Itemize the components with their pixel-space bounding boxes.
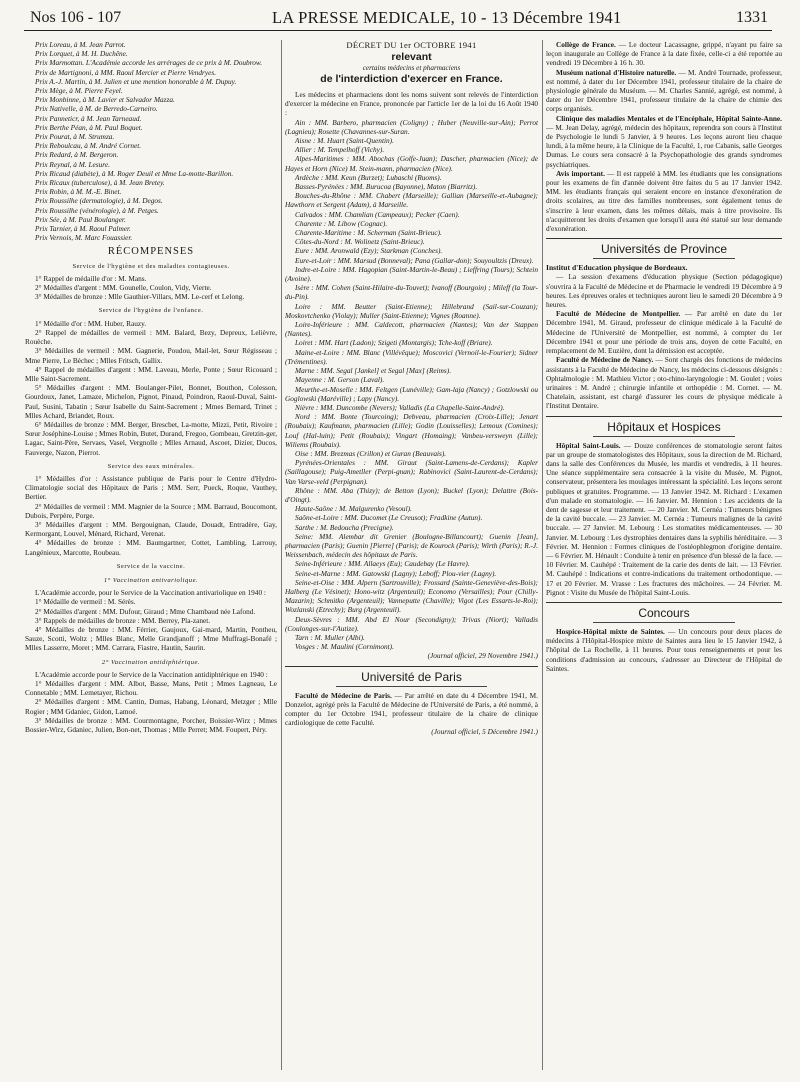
news-item-head: Hôpital Saint-Louis. — [556, 440, 621, 450]
news-item-head: Collège de France. — [556, 40, 616, 49]
department-entry: Deux-Sèvres : MM. Abd El Nour (Secondigny); Trivas (Niort); Valladis (Coulonges-sur-l'Autize). — [285, 614, 538, 633]
department-entry: Loire : MM. Beutter (Saint-Etienne); Hillebrand (Sail-sur-Couzan); Moskovtchenko (Violay); Muller (Saint-Etienne); Vignes (Roanne). — [285, 301, 538, 320]
decree-heading — [285, 40, 538, 86]
department-entry: Seine-et-Marne : MM. Gatowski (Lagny); Leboff; Plou-vier (Lagny). — [295, 568, 497, 578]
masthead — [24, 8, 772, 31]
decree-intro: Les médecins et pharmaciens dont les noms suivent sont relevés de l'interdiction d'exercer la médecine en France, prononcée par l'article 1er de la loi du 16 Août 1940 : — [285, 90, 538, 118]
news-item — [546, 68, 782, 114]
department-entry: Haute-Saône : M. Malgurenko (Vesoul). — [295, 504, 412, 514]
department-entry: Loiret : MM. Hart (Ladon); Szigeti (Montargis); Tche-koff (Briare). — [295, 338, 493, 348]
award-entry: 3° Médailles de bronze : Mlle Gauthier-Villars, MM. Le-cerf et Lelong. — [35, 292, 245, 302]
section-heading-univ-province — [546, 238, 782, 259]
news-item-text: — Par arrêté en date du 1er Décembre 1941, M. Giraud, professeur de clinique médicale à la Faculté de Médecine de l'Université de Montpellier, est nommé, à compter du 1er Décembre 1941 et pour une période de trois ans, doyen de cette Faculté, en remplacement de M. Euzière, dont la démission est acceptée. — [546, 309, 782, 356]
department-entry: Indre-et-Loire : MM. Hagopian (Saint-Martin-le-Beau) ; Lieffring (Tours); Schtein (Avoine). — [285, 264, 538, 284]
news-source: (Journal officiel, 5 Décembre 1941.) — [431, 727, 538, 737]
prize-entry: Prix Tarnier, à M. Raoul Palmer. — [35, 224, 131, 234]
prize-entry: Prix Roussilhe (dermatologie), à M. Degos. — [35, 196, 163, 206]
service-subheading: 1° Vaccination antivariolique. — [103, 576, 199, 584]
department-entry: Seine: MM. Alembar dit Grenier (Boulogne-Billancourt); Guenin [Jean], pharmacien (Paris); Guenin [Pierre] (Paris); de Kourock (Paris); Wirth (Paris); R.-J. Weissenbach, médecin des hôpitaux de Paris. — [285, 531, 538, 560]
section-title: Concours — [638, 605, 690, 620]
news-item-text: — Un concours pour deux places de médecins à l'Hôpital-Hospice mixte de Saintes aura lieu le 15 Janvier 1942, à l'hôpital de La Rochelle, à 11 heures. Pour tous renseignements et pour les conditions d'admission au concours, s'adresser au Directeur de l'Hôpital de Saintes. — [546, 626, 782, 673]
department-entry: Bouches-du-Rhône : MM. Chabert (Marseille); Gallian (Marseille-et-Aubagne); Hawthorn et Sergent (Adam), à Marseille. — [285, 191, 538, 210]
news-item-head: Hospice-Hôpital mixte de Saintes. — [556, 626, 665, 636]
department-entry: Côtes-du-Nord : M. Wolinetz (Saint-Brieuc). — [295, 237, 425, 247]
service-heading: Service de la vaccine. — [116, 562, 186, 570]
prize-entry: Prix de Martignoni, à MM. Raoul Mercier et Pierre Vendryes. — [35, 67, 217, 77]
award-entry: 2° Médailles de vermeil : MM. Magnier de la Source ; MM. Barraud, Boucomont, Dubois, Perpère, Porge. — [25, 501, 277, 520]
award-entry: 1° Médaille de vermeil : M. Sérès. — [35, 597, 136, 607]
department-entry: Ain : MM. Barbero, pharmacien (Coligny) ; Huber (Neuville-sur-Ain); Perrot (Lagnieu); Rosette (Chavannes-sur-Suran. — [285, 117, 538, 136]
department-entry: Nièvre : MM. Duncombe (Nevers); Valladis (La Chapelle-Saint-André). — [295, 402, 505, 412]
department-entry: Mayenne : M. Gerson (Laval). — [295, 375, 385, 385]
section-underline — [336, 686, 488, 687]
department-entry: Loire-Inférieure : MM. Caldecott, pharmacien (Nantes); Van der Stappen (Nantes). — [285, 320, 538, 339]
award-entry: 5° Médailles d'argent : MM. Boulanger-Pilet, Bonnet, Bouthon, Colesson, Gourdoux, Janet, Lamaze, Michelon, Pignot, Pinaud, Poindron, Raoul-Duval, Saint-Paul, Susini, Tabatin ; Sœur Isabelle du Saint-Sacrement ; Mmes Bernard, Trinet ; Mlles Achard, Briandet, Roux. — [25, 383, 277, 420]
service-heading: Service de l'hygiène de l'enfance. — [98, 307, 204, 315]
news-item-text: — Il est rappelé à MM. les étudiants que les consignations pour les examens de fin d'année doivent être faites du 5 au 17 Janvier 1942. MM. les étudiants français qui seraient encore en instance d'exonération de droits scolaires, au titre des familles nombreuses, sont également tenus de s'inscrire à leur examen, dans les mêmes délais, mais à titre provisoire. Ils n'acquitteront les droits d'examen que lorsqu'il aura été statué sur leur demande d'exonération. — [546, 168, 782, 234]
section-heading-hopitaux — [546, 416, 782, 437]
news-item-text: — Par arrêté en date du 4 Décembre 1941, M. Donzelot, agrégé près la Faculté de Médecine de l'Université de Paris, a été nommé, à compter du 1er Octobre 1941, professeur titulaire de la chaire de clinique cardiologique de cette Faculté. — [285, 690, 538, 728]
news-item — [546, 169, 782, 233]
news-item-head: Clinique des maladies Mentales et de l'Encéphale, Hôpital Sainte-Anne. — [556, 113, 782, 123]
section-heading-univ-paris — [285, 666, 538, 687]
department-entry: Isère : MM. Cohen (Saint-Hilaire-du-Touvet); Ivanoff (Bourgoin) ; Mileff (la Tour-du-Pin). — [285, 283, 538, 302]
department-entry: Marne : MM. Segal [Jankel] et Segal [Max] (Reims). — [295, 366, 452, 376]
prize-entry: Prix Lorquet, à M. H. Duchêne. — [35, 49, 128, 59]
prize-entry: Prix Pourat, à M. Strumza. — [35, 132, 115, 142]
column-1 — [25, 40, 277, 1074]
section-title: Université de Paris — [361, 669, 462, 684]
department-entry: Pyrénées-Orientales : MM. Giraut (Saint-Lamens-de-Cerdans); Kapler (Saillagouse); Puig-Ametller (Perpi-gnan); Rabinovici (Saint-Laurent-de-Cerdans); Van Varse-veld (Perpignan). — [285, 458, 538, 486]
news-item — [546, 627, 782, 673]
column-3 — [546, 40, 782, 1074]
news-item — [546, 309, 782, 355]
news-item-text: — Douze conférences de stomatologie seront faites par un groupe de stomatologistes des Hôpitaux, sous la direction de M. Richard, dans la salle des Conférences du Musée, les mardis et vendredis, à 11 heures. Une séance supplémentaire sera consacrée à la visite du Musée, M. Pignot, conservateur, présentera les moulages intéressant la spécialité. Les leçons seront publiques et gratuites. Programme. — 13 Janvier 1942. M. Richard : L'examen d'un malade en stomatologie. — 16 Janvier. M. Hennion : Les accidents de la dent de sagesse et leur traitement. — 20 Janvier. M. Cernéa : Tumeurs bénignes de la cavité buccale. — 23 Janvier. M. Cernéa : Tumeurs malignes de la cavité buccale. — 27 Janvier. M. Lebourg : Les stomatites médicamenteuses. — 30 Janvier. M. Lebourg : Les dystrophies dentaires dans la syphilis héréditaire. — 3 Février. M. Hennion : Formes cliniques de l'ostéophlegmon d'origine dentaire. — 6 Février. M. Hénault : Conduite à tenir en présence d'un blessé de la face. — 10 Février. M. Cauhépé : Traitement de la carie des dents de lait. — 13 Février. M. Cauhépé : Indications et contre-indications du traitement orthodontique. — 17 et 20 Février. M. Vrasse : Les fractures des mâchoires. — 24 Février. M. Pignot : Visite du Musée de l'hôpital Saint-Louis. — [546, 440, 782, 597]
news-item — [546, 355, 782, 410]
issue-folio: Nos 106 - 107 — [30, 9, 122, 26]
prize-entry: Prix Mège, à M. Pierre Feyel. — [35, 86, 123, 96]
prize-entry: Prix Redard, à M. Bergeron. — [35, 150, 119, 160]
news-item-head: Avis important. — [556, 168, 605, 178]
award-entry: 1° Médailles d'or : Assistance publique de Paris pour le Centre d'Hydro-Climatologie social des Hôpitaux de Paris ; MM. Serr, Pueck, Roque, Vauthey, Bertier. — [25, 473, 277, 502]
department-entry: Vosges : M. Maulini (Cornimont). — [295, 642, 394, 652]
prize-entry: Prix Ricaux (tuberculose), à M. Jean Bretey. — [35, 178, 165, 188]
service-intro: L'Académie accorde pour le Service de la Vaccination antidiphtérique en 1940 : — [35, 669, 268, 679]
section-heading-concours — [546, 602, 782, 623]
news-item-head: Faculté de Médecine de Montpellier. — [556, 309, 681, 319]
prize-entry: Prix Nativelle, à M. de Berredo-Carneiro. — [35, 104, 158, 114]
department-entry: Rhône : MM. Aba (Thizy); de Betton (Lyon); Buckel (Lyon); Delattre (Bois-d'Oingt). — [285, 485, 538, 504]
department-entry: Charente : M. Libow (Cognac). — [295, 218, 388, 228]
department-entry: Meurthe-et-Moselle : MM. Feltgen (Lunéville); Gam-laja (Nancy) ; Gotzlowski ou Goglowski (Maréville) ; Lapy (Nancy). — [285, 384, 538, 403]
news-item — [546, 441, 782, 597]
department-entry: Calvados : MM. Chamlian (Campeaux); Pecker (Caen). — [295, 209, 460, 219]
decree-title-main: de l'interdiction d'exercer en France. — [320, 73, 503, 85]
page-number: 1331 — [736, 9, 768, 26]
service-subheading: 2° Vaccination antidiphtérique. — [101, 658, 201, 666]
news-item-text: — La session d'examens d'éducation physique (Section pédagogique) s'ouvrira à la Faculté de Médecine et de Pharmacie le vendredi 19 Décembre à 9 heures. Les épreuves orales et techniques auront lieu le samedi 20 Décembre à 9 heures. — [546, 272, 782, 310]
prize-entry: Prix Panneticr, à M. Jean Tarneaud. — [35, 113, 142, 123]
decree-title-subject: certains médecins et pharmaciens — [362, 64, 461, 72]
prize-entry: Prix Robin, à M. M.-E. Binet. — [35, 187, 122, 197]
news-item-head: Muséum national d'Histoire naturelle. — [556, 67, 677, 77]
department-entry: Allier : M. Tempelhoff (Vichy). — [295, 145, 385, 155]
journal-title: LA PRESSE MEDICALE, 10 - 13 Décembre 1941 — [272, 8, 622, 27]
department-entry: Seine-et-Oise : MM. Alpern (Sartrouville); Frossard (Sainte-Geneviève-des-Bois); Halberg (Le Vésinet); Hono-witz (Argenteuil); Economo (Versailles); Pour (Chilly-Mazarin); Schmitko (Argenteuil); Vanneputte (Chaville); Vigot (Les Essarts-le-Roi); Wozlanski (Etrechy); Burg (Argenteuil). — [285, 577, 538, 615]
news-item — [546, 114, 782, 169]
prize-entry: Prix Ricaud (diabète), à M. Roger Deuil et Mme La-motte-Barillon. — [35, 168, 234, 178]
news-item-head: Institut d'Education physique de Bordeaux. — [546, 263, 688, 273]
service-heading: Service de l'hygiène et des maladies contagieuses. — [72, 262, 230, 270]
department-entry: Nord : MM. Bonte (Tourcoing); Debveau, pharmacien (Croix-Lille); Jenart (Roubaix); Kaufmann, pharmacien (Lille); Godin (Louisselles); Lemoux (Comines); Louf (Hal-luin); Petit (Roubaix); Vingart (Homaing); Vanbeu-versweyn (Lille); Wiliems (Roubaix). — [285, 412, 538, 449]
award-entry: 4° Médailles de bronze : MM. Férrier, Gaujoux, Gai-mard, Martin, Pontheu, Sauze, Scotti, Woltz ; Mlles Blanc, Melle Grandjanoff ; Mme Muffragi-Bonafé ; Mlles Lasserre, Moret ; MM. Carrara, Fiastre, Hautin, Saurin. — [25, 624, 277, 653]
decree-title-relevant: relevant — [391, 51, 432, 63]
news-item — [546, 40, 782, 68]
news-item-head: Faculté de Médecine de Paris. — [295, 690, 392, 700]
column-divider — [281, 40, 282, 1070]
news-item-text: — M. Jean Delay, agrégé, médecin des hôpitaux, reprendra son cours à l'Institut de Psychologie le lundi 5 Janvier, à 9 heures. Les leçons auront lieu chaque lundi, à la même heure, à la Clinique de la Faculté, 1, rue Cabanis, salle Georges Dumas. Le cours sera consacré à la Psychopathologie des grands syndromes psychiatriques. — [546, 122, 782, 169]
award-entry: 2° Rappel de médailles de vermeil : MM. Balard, Bezy, Depreux, Lelièvre, Rouèche. — [25, 327, 277, 347]
department-entry: Charente-Maritime : M. Scherman (Saint-Brieuc). — [295, 228, 442, 238]
department-entry: Oise : MM. Brezmas (Crillon) et Guran (Beauvais). — [295, 448, 447, 458]
award-entry: 3° Médailles de vermeil : MM. Gagnerie, Poudou, Mail-let, Sœur Régisseau ; Mme Pierre, Le Béchec ; Mlles Fritsch, Gallix. — [25, 346, 277, 365]
award-entry: 3° Médailles d'argent : MM. Bergouignan, Claude, Douadt, Entradère, Gay, Kermorgant, Louvel, Ménard, Richard, Verenat. — [25, 519, 277, 539]
news-item-text: — Le docteur Lacassagne, grippé, n'ayant pu faire sa leçon inaugurale au Collège de France à la date fixée, celle-ci a été reportée au vendredi 19 Décembre à 16 h. 30. — [546, 40, 782, 68]
news-item-text: — M. André Tournade, professeur, est nommé, à dater du 1er Décembre 1941, professeur titulaire de la chaire de physiologie générale du Muséum. — M. Charles Sannié, agrégé, est nommé, à dater du 1er Décembre 1941, professeur titulaire de la chaire de chimie des corps organisés. — [546, 67, 782, 114]
prize-entry: Prix Loreau, à M. Jean Parrot. — [35, 40, 126, 49]
prize-list — [25, 40, 277, 242]
section-title: Hôpitaux et Hospices — [607, 419, 721, 434]
department-entry: Basses-Pyrénées : MM. Burucoa (Bayonne), Maton (Biarritz). — [295, 182, 478, 192]
prize-entry: Prix Monbinne, à M. Lavier et Salvador Mazza. — [35, 95, 175, 105]
award-entry: 4° Rappel de médailles d'argent : MM. Laveau, Merle, Ponte ; Sœur Ricouard ; Mlle Saint-Sacrement. — [25, 364, 277, 383]
column-2 — [285, 40, 538, 1074]
department-entry: Saône-et-Loire : MM. Ducomet (Le Creusot); Fradkine (Autun). — [295, 513, 483, 523]
award-entry: 1° Médaille d'or : MM. Huber, Rauzy. — [35, 318, 147, 328]
department-entry: Ardèche : MM. Keun (Burzet); Lubaschi (Ruoms). — [295, 172, 442, 182]
award-entry: 2° Médailles d'argent : MM. Gounelle, Coulon, Vidy, Vierte. — [35, 283, 212, 293]
prize-entry: Prix Reboulcau, à M. André Cornet. — [35, 141, 142, 151]
department-entry: Alpes-Maritimes : MM. Abochas (Golfe-Juan); Dascher, pharmacien (Nice); de Hayes et Horn (Nice) M. Stein-mann, pharmacien (Nice). — [285, 154, 538, 173]
department-entry: Eure : MM. Aronwald (Ezy); Starkman (Conches). — [295, 246, 443, 256]
prize-entry: Prix Roussilhe (vénérologie), à M. Petges. — [35, 205, 159, 215]
news-item-text: — Sont chargés des fonctions de médecins assistants à la Faculté de Médecine de Nancy, les médecins ci-dessous désignés : Ophtalmologie : M. Mathieu Victor ; oto-rhino-laryngologie : M. Goulet ; voies urinaires : M. André ; chirurgie infantile et orthopédie : M. Cornet. — M. Chatelain, assistant, est chargé d'assurer les cours de physique médicale à l'Institut Dentaire. — [546, 355, 782, 411]
award-entry: 1° Médailles d'argent : MM. Albot, Basse, Mans, Petit ; Mmes Lagneau, Le Connetable ; MM. Lemetayer, Richou. — [25, 679, 277, 698]
prize-entry: Prix Berthe Péan, à M. Paul Boquet. — [35, 122, 143, 132]
department-entry: Sarthe : M. Bedoucha (Precigne). — [295, 522, 394, 532]
decree-source: (Journal officiel, 29 Novembre 1941.) — [427, 651, 538, 661]
department-entry: Eure-et-Loir : MM. Marsud (Bonneval); Pana (Gallar-don); Souyoultzis (Dreux). — [295, 255, 534, 265]
section-title: Universités de Province — [600, 242, 728, 257]
decree-list — [285, 118, 538, 652]
department-entry: Aisne : M. Huart (Saint-Quentin). — [295, 136, 394, 146]
decree-date: DÉCRET DU 1er OCTOBRE 1941 — [346, 40, 477, 50]
news-item — [285, 691, 538, 728]
prize-entry: Prix Marmottan. L'Académie accorde les arrérages de ce prix à M. Doubrow. — [35, 58, 263, 68]
award-entry: 2° Médailles d'argent : MM. Dufour, Giraud ; Mme Chambaud née Lafond. — [35, 606, 256, 616]
prize-entry: Prix A.-J. Martin, à M. Julien et une mention honorable à M. Dupuy. — [35, 76, 237, 86]
news-item-head: Faculté de Médecine de Nancy. — [556, 355, 654, 365]
award-entry: 3° Rappels de médailles de bronze : MM. Berrey, Pla-zanet. — [35, 615, 211, 625]
section-underline — [593, 622, 735, 623]
department-entry: Maine-et-Loire : MM. Blanc (Villévêque); Moscovici (Vernoil-le-Fourier); Sidner (Trémentines). — [285, 347, 538, 366]
department-entry: Tarn : M. Muller (Albi). — [295, 632, 365, 642]
award-entry: 6° Médailles de bronze : MM. Berger, Brescbet, La-motte, Mizzi, Petit, Rivoire ; Sœur Joséphine-Louise ; Mmes Robin, Butet, Durand, Fregoo, Gombeau, Gretzin-ger, Lagac, Saint-Père, Servaes, Vasel, Vergnolle ; Mlles Arnaud, Ascoet, Dizier, Ducos, Fauverge, Nazon, Pierrot. — [25, 419, 277, 457]
prize-entry: Prix Reynal, à M. Lesure. — [35, 159, 110, 169]
award-entry: 2° Médailles d'argent : MM. Cantin, Dumas, Habang, Léonard, Metzger ; Mlle Rogier ; MM Gdaniec, Gidon, Lamoé. — [25, 697, 277, 716]
award-entry: 1° Rappel de médaille d'or : M. Mans. — [35, 273, 147, 283]
prize-entry: Prix Vernois, M. Marc Fouassier. — [35, 233, 133, 243]
service-heading: Service des eaux minérales. — [107, 462, 195, 470]
section-underline — [593, 258, 735, 259]
service-intro: L'Académie accorde, pour le Service de la Vaccination antivariolique en 1940 : — [35, 588, 266, 598]
column-divider — [542, 40, 543, 1070]
recompenses-heading: RÉCOMPENSES — [107, 246, 195, 258]
prize-entry: Prix Sée, à M. Paul Boulanger. — [35, 214, 126, 224]
award-entry: 3° Médailles de bronze : MM. Courmontagne, Porcher, Boissier-Wirz ; Mmes Bossier-Wirz, Gdaniec, Julien, Bon-net, Thomas ; Mlle Perret; MM. Foupert, Péry. — [25, 715, 277, 735]
department-entry: Seine-Inférieure : MM. Allaeys (Eu); Caudebay (Le Havre). — [295, 559, 470, 569]
section-underline — [593, 436, 735, 437]
award-entry: 4° Médailles de bronze : MM. Baumgartner, Cottet, Lambling, Larrouy, Langénieux, Marcotte, Roubeau. — [25, 538, 277, 557]
